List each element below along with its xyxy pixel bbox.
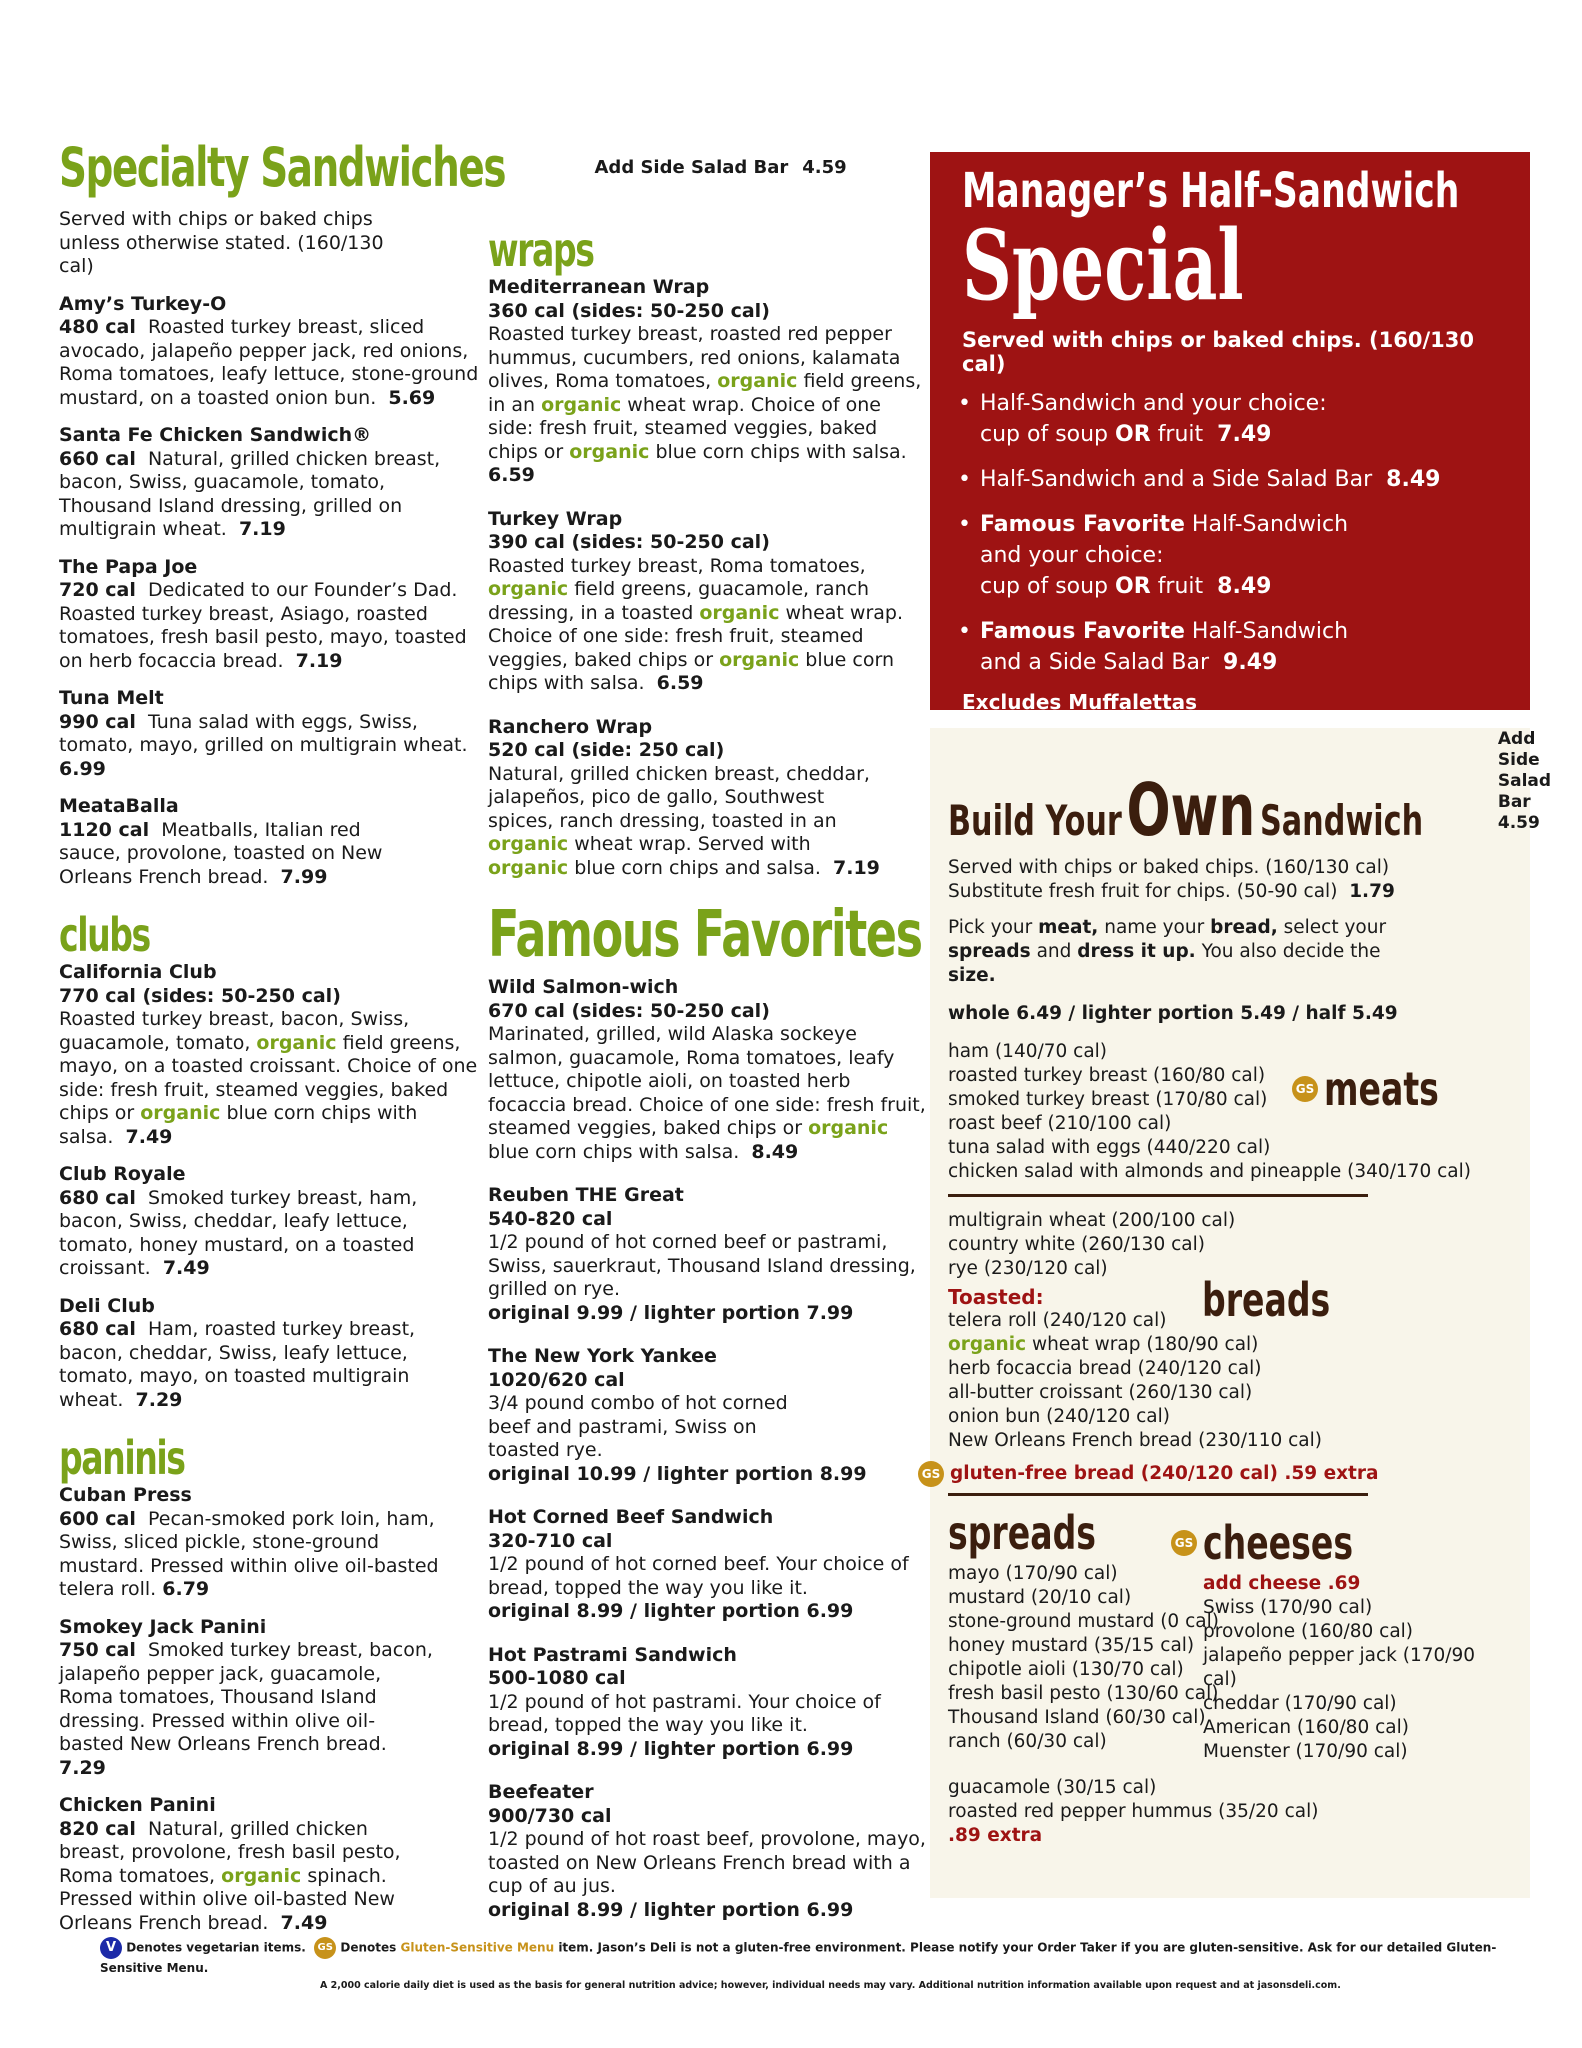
organic-label: organic xyxy=(719,648,800,671)
item-cal: 770 cal (sides: 50-250 cal) xyxy=(59,984,341,1007)
organic-label: organic xyxy=(488,578,569,600)
item-price: 7.19 xyxy=(295,649,343,672)
option-or: OR xyxy=(1115,574,1151,599)
organic-label: organic xyxy=(808,1117,889,1139)
item-name: Cuban Press xyxy=(59,1484,192,1506)
item-cal: 520 cal (side: 250 cal) xyxy=(488,739,725,761)
item-cal: 320-710 cal xyxy=(488,1529,613,1552)
organic-label: organic xyxy=(488,856,569,879)
footer-veg-text: Denotes vegetarian items. xyxy=(126,1940,306,1955)
meat-item: roasted turkey breast (160/80 cal) xyxy=(948,1065,1266,1086)
menu-item xyxy=(59,1484,449,1602)
item-desc: Meatballs, Italian red sauce, provolone, toasted on New Orleans French bread. xyxy=(59,818,383,888)
item-cal: 540-820 cal xyxy=(488,1207,613,1230)
cheese-item: American (160/80 cal) xyxy=(1203,1717,1409,1738)
specialty-header xyxy=(59,136,847,199)
wraps-title: wraps xyxy=(488,223,594,277)
meats-section xyxy=(948,1040,1512,1184)
item-desc: Roasted turkey breast, sliced avocado, jalapeño pepper jack, red onions, Roma tomatoes, leafy lettuce, stone-ground mustard, on a toasted onion bun. xyxy=(59,316,479,409)
item-desc: Natural, grilled chicken breast, provolone, fresh basil pesto, Roma tomatoes, xyxy=(59,1817,401,1887)
spread-item: stone-ground mustard (0 cal) xyxy=(948,1611,1219,1632)
menu-item xyxy=(488,1506,928,1624)
menu-item xyxy=(59,1295,479,1413)
menu-item xyxy=(59,961,479,1149)
gluten-free-bread: gluten-free bread (240/120 cal) .59 extra xyxy=(950,1463,1379,1484)
byo-sizes: whole 6.49 / lighter portion 5.49 / half 5.49 xyxy=(948,1003,1398,1024)
option-famous: Famous Favorite xyxy=(980,619,1185,644)
option-text: Half-Sandwich xyxy=(1191,512,1349,537)
item-name: MeataBalla xyxy=(59,795,179,817)
meat-item: tuna salad with eggs (440/220 cal) xyxy=(948,1137,1271,1158)
item-desc: field greens, in an xyxy=(488,370,922,416)
item-desc: Roasted turkey breast, Roma tomatoes, xyxy=(488,554,866,577)
byo-intro xyxy=(948,856,1512,904)
item-price: 7.29 xyxy=(59,1756,106,1779)
option-text: and your choice: xyxy=(980,543,1164,568)
byo-title xyxy=(948,768,1424,852)
meat-item: ham (140/70 cal) xyxy=(948,1041,1108,1062)
item-desc: 3/4 pound combo of hot corned beef and pastrami, Swiss on toasted rye. xyxy=(488,1392,788,1461)
byo-intro-line xyxy=(948,880,1512,904)
item-cal: 500-1080 cal xyxy=(488,1667,626,1689)
item-name: Amy’s Turkey-O xyxy=(59,292,227,315)
spread-item: honey mustard (35/15 cal) xyxy=(948,1635,1195,1656)
meat-item: smoked turkey breast (170/80 cal) xyxy=(948,1089,1268,1110)
menu-item xyxy=(488,716,888,881)
special-title-line2: Special xyxy=(962,209,1244,322)
footer-gsm-label: Gluten-Sensitive Menu xyxy=(400,1940,555,1955)
organic-label: organic xyxy=(569,440,650,463)
add-side-label: Add Side Salad Bar xyxy=(594,157,789,179)
vegetarian-icon: V xyxy=(100,1937,122,1959)
item-desc: Smoked turkey breast, ham, bacon, Swiss, cheddar, leafy lettuce, tomato, honey mustard, on a toasted croissant. xyxy=(59,1186,418,1279)
item-desc: Tuna salad with eggs, Swiss, tomato, mayo, grilled on multigrain wheat. xyxy=(59,710,468,756)
option-price: 8.49 xyxy=(1386,467,1441,492)
spread-item: ranch (60/30 cal) xyxy=(948,1731,1107,1752)
option-text: and a Side Salad Bar xyxy=(980,650,1210,675)
item-desc: blue corn chips with salsa. xyxy=(59,1102,418,1148)
special-option xyxy=(962,509,1498,602)
byo-header xyxy=(948,729,1552,852)
instr-text: select your xyxy=(1283,917,1387,938)
meats-title: meats xyxy=(1324,1062,1439,1116)
item-desc: field greens, guacamole, ranch dressing, in a toasted xyxy=(488,578,870,624)
item-price: 7.49 xyxy=(125,1125,173,1148)
item-name: Ranchero Wrap xyxy=(488,715,653,738)
specialty-title: Specialty Sandwiches xyxy=(59,136,506,199)
instr-bold: bread, xyxy=(1210,917,1278,938)
item-desc: 1/2 pound of hot corned beef. Your choice of bread, topped the way you like it. xyxy=(488,1553,909,1599)
option-text: Half-Sandwich and a Side Salad Bar xyxy=(980,467,1373,492)
item-desc: Dedicated to our Founder’s Dad. Roasted turkey breast, Asiago, roasted tomatoes, fresh basil pesto, mayo, toasted on herb focaccia bread. xyxy=(59,579,467,672)
item-cal: 680 cal xyxy=(59,1186,136,1209)
cheeses-section xyxy=(1174,1516,1512,1764)
item-name: Turkey Wrap xyxy=(488,507,623,530)
item-price: 6.59 xyxy=(656,672,704,694)
item-name: The Papa Joe xyxy=(59,555,198,578)
option-text: fruit xyxy=(1157,574,1204,599)
specialty-intro: Served with chips or baked chips unless otherwise stated. (160/130 cal) xyxy=(59,208,384,277)
item-price: 7.19 xyxy=(238,518,286,540)
spread-item: mustard (20/10 cal) xyxy=(948,1587,1132,1608)
item-price: 7.99 xyxy=(280,865,328,888)
item-price: original 9.99 / lighter portion 7.99 xyxy=(488,1301,854,1324)
item-price: original 8.99 / lighter portion 6.99 xyxy=(488,1737,854,1760)
menu-item xyxy=(59,293,479,411)
item-price: 7.19 xyxy=(833,856,880,879)
bread-item: rye (230/120 cal) xyxy=(948,1258,1108,1279)
clubs-title: clubs xyxy=(59,908,150,962)
paninis-title: paninis xyxy=(59,1431,185,1485)
instr-bold: dress it up. xyxy=(1077,941,1196,962)
special-title-line1: Manager’s Half-Sandwich xyxy=(962,163,1460,219)
menu-item xyxy=(59,424,479,542)
option-text: Half-Sandwich and your choice: xyxy=(980,391,1327,416)
item-desc: 1/2 pound of hot pastrami. Your choice of bread, topped the way you like it. xyxy=(488,1690,881,1736)
bread-item: country white (260/130 cal) xyxy=(948,1234,1205,1255)
item-name: Reuben THE Great xyxy=(488,1184,684,1206)
instr-text: and xyxy=(1036,941,1072,962)
menu-item xyxy=(488,276,928,488)
item-cal: 660 cal xyxy=(59,447,136,470)
special-options xyxy=(962,388,1498,678)
option-or: OR xyxy=(1115,422,1151,447)
build-your-own-box xyxy=(921,728,1552,1898)
item-name: Hot Corned Beef Sandwich xyxy=(488,1506,774,1528)
instr-bold: meat, xyxy=(1038,917,1099,938)
item-price: original 8.99 / lighter portion 6.99 xyxy=(488,1600,854,1622)
menu-item xyxy=(59,795,389,889)
item-desc: wheat wrap. Choice of one side: fresh fruit, steamed veggies, baked chips or xyxy=(488,393,881,463)
footer-fine-print: A 2,000 calorie daily diet is used as the basis for general nutrition advice; however, individual needs may vary. Additional nutrition information available upon request and at jasonsdeli.com. xyxy=(320,1980,1341,1991)
bread-item: herb focaccia bread (240/120 cal) xyxy=(948,1358,1262,1379)
item-cal: 390 cal (sides: 50-250 cal) xyxy=(488,531,770,553)
item-cal: 1020/620 cal xyxy=(488,1368,625,1391)
bread-item-text: wheat wrap (180/90 cal) xyxy=(1031,1334,1259,1355)
byo-add-side-price: 4.59 xyxy=(1497,813,1540,833)
instr-bold: size. xyxy=(948,965,996,986)
item-name: California Club xyxy=(59,961,217,983)
gluten-free-bread-row xyxy=(918,1461,1512,1487)
menu-item xyxy=(488,1184,928,1325)
gluten-sensitive-icon: GS xyxy=(1292,1076,1318,1102)
item-desc: Pecan-smoked pork loin, ham, Swiss, sliced pickle, stone-ground mustard. Pressed within olive oil-basted telera roll. xyxy=(59,1507,439,1600)
byo-fruit-sub: Substitute fresh fruit for chips. (50-90 cal) xyxy=(948,881,1338,902)
item-name: Santa Fe Chicken Sandwich® xyxy=(59,424,372,446)
item-desc: 1/2 pound of hot corned beef or pastrami, Swiss, sauerkraut, Thousand Island dressing, grilled on rye. xyxy=(488,1231,916,1300)
byo-fruit-price: 1.79 xyxy=(1349,881,1395,902)
item-name: Hot Pastrami Sandwich xyxy=(488,1643,737,1666)
divider xyxy=(948,1493,1368,1496)
extras-price: .89 extra xyxy=(948,1825,1043,1846)
organic-label: organic xyxy=(140,1102,221,1124)
item-price: original 8.99 / lighter portion 6.99 xyxy=(488,1898,854,1921)
item-name: Chicken Panini xyxy=(59,1794,216,1816)
gluten-sensitive-icon: GS xyxy=(314,1937,336,1959)
special-served: Served with chips or baked chips. (160/130 cal) xyxy=(962,328,1474,376)
organic-label: organic xyxy=(948,1334,1027,1355)
item-cal: 600 cal xyxy=(59,1507,136,1530)
item-price: 5.69 xyxy=(388,386,436,409)
cheese-item: cheddar (170/90 cal) xyxy=(1203,1693,1397,1714)
instr-text: name your xyxy=(1104,917,1205,938)
item-cal: 990 cal xyxy=(59,710,136,733)
option-text: Half-Sandwich xyxy=(1191,619,1349,644)
item-cal: 1120 cal xyxy=(59,818,150,841)
menu-item xyxy=(488,976,928,1164)
bread-item: all-butter croissant (260/130 cal) xyxy=(948,1382,1253,1403)
option-text: cup of soup xyxy=(980,422,1109,447)
byo-add-side-label: Add Side Salad Bar xyxy=(1497,729,1552,812)
byo-title-part: Own xyxy=(1126,768,1256,852)
item-price: 7.29 xyxy=(135,1388,183,1411)
special-option xyxy=(962,388,1498,450)
cheese-item: Muenster (170/90 cal) xyxy=(1203,1741,1408,1762)
footer xyxy=(100,1937,1500,1995)
instr-bold: spreads xyxy=(948,941,1031,962)
footer-legend xyxy=(100,1937,1500,1977)
item-desc: Smoked turkey breast, bacon, jalapeño pepper jack, guacamole, Roma tomatoes, Thousand Island dressing. Pressed within olive oil-basted New Orleans French bread. xyxy=(59,1639,433,1755)
spread-item: chipotle aioli (130/70 cal) xyxy=(948,1659,1184,1680)
item-name: Tuna Melt xyxy=(59,687,164,709)
organic-label: organic xyxy=(256,1031,337,1054)
meat-item: roast beef (210/100 cal) xyxy=(948,1113,1172,1134)
cheeses-heading xyxy=(1171,1518,1512,1568)
item-name: Club Royale xyxy=(59,1163,186,1185)
item-cal: 750 cal xyxy=(59,1639,136,1661)
item-desc: Roasted turkey breast, bacon, Swiss, guacamole, tomato, xyxy=(59,1008,410,1054)
bread-item xyxy=(948,1333,1512,1357)
spread-item: roasted red pepper hummus (35/20 cal) xyxy=(948,1801,1319,1822)
breads-title: breads xyxy=(1202,1273,1331,1327)
item-price: 6.99 xyxy=(59,757,106,780)
special-option xyxy=(962,616,1498,678)
instr-text: Pick your xyxy=(948,917,1033,938)
organic-label: organic xyxy=(541,393,622,416)
menu-item xyxy=(488,508,928,696)
item-cal: 480 cal xyxy=(59,316,136,338)
footer-text: item. Jason’s Deli is not a gluten-free environment. Please notify your Order Taker if you are gluten-sensitive. Ask for our detailed Gluten-Sensitive Menu. xyxy=(100,1940,1497,1975)
specialty-add-side xyxy=(595,156,847,180)
item-desc: blue corn chips with salsa. xyxy=(488,1140,740,1163)
item-name: Deli Club xyxy=(59,1294,155,1317)
item-desc: 1/2 pound of hot roast beef, provolone, mayo, toasted on New Orleans French bread with a cup of au jus. xyxy=(488,1828,926,1897)
item-desc: blue corn chips and salsa. xyxy=(574,856,821,879)
item-desc: wheat wrap. Served with xyxy=(574,833,811,855)
bread-item: multigrain wheat (200/100 cal) xyxy=(948,1210,1236,1231)
menu-item xyxy=(59,687,479,781)
managers-special-box xyxy=(930,152,1530,714)
item-desc: Natural, grilled chicken breast, bacon, Swiss, guacamole, tomato, Thousand Island dressing, grilled on multigrain wheat. xyxy=(59,447,441,540)
option-text: fruit xyxy=(1157,422,1204,447)
item-desc: Ham, roasted turkey breast, bacon, cheddar, Swiss, leafy lettuce, tomato, mayo, on toasted multigrain wheat. xyxy=(59,1318,416,1411)
add-side-price: 4.59 xyxy=(802,157,847,179)
meat-item: chicken salad with almonds and pineapple (340/170 cal) xyxy=(948,1161,1471,1182)
organic-label: organic xyxy=(221,1864,302,1887)
special-option xyxy=(962,464,1498,495)
organic-label: organic xyxy=(699,601,780,624)
column-middle xyxy=(488,224,928,1936)
item-desc: spinach. Pressed within olive oil-basted New Orleans French bread. xyxy=(59,1864,395,1934)
menu-item xyxy=(488,1781,928,1922)
item-name: Smokey Jack Panini xyxy=(59,1615,267,1638)
spread-item: mayo (170/90 cal) xyxy=(948,1563,1118,1584)
item-price: 7.49 xyxy=(162,1257,210,1279)
item-cal: 820 cal xyxy=(59,1817,136,1840)
instr-text: You also decide the xyxy=(1201,941,1381,962)
byo-add-side xyxy=(1498,729,1551,834)
item-name: The New York Yankee xyxy=(488,1345,717,1367)
option-price: 8.49 xyxy=(1217,574,1272,599)
item-desc: blue corn chips with salsa. xyxy=(488,648,894,694)
item-price: 8.49 xyxy=(751,1140,799,1163)
spreads-title: spreads xyxy=(948,1506,1096,1560)
meats-heading xyxy=(1292,1064,1484,1114)
item-name: Beefeater xyxy=(488,1781,594,1803)
byo-title-part: Build Your xyxy=(948,796,1122,845)
menu-item xyxy=(488,1345,928,1486)
menu-item xyxy=(488,1644,928,1762)
item-desc: Roasted turkey breast, roasted red pepper hummus, cucumbers, red onions, kalamata olives, Roma tomatoes, xyxy=(488,323,901,392)
item-price: 6.59 xyxy=(488,464,535,486)
item-cal: 680 cal xyxy=(59,1318,136,1340)
byo-title-part: Sandwich xyxy=(1259,796,1424,845)
cheese-item: Swiss (170/90 cal) xyxy=(1203,1597,1373,1618)
item-cal: 900/730 cal xyxy=(488,1804,612,1827)
spread-item: fresh basil pesto (130/60 cal) xyxy=(948,1683,1219,1704)
gluten-sensitive-icon: GS xyxy=(918,1461,944,1487)
famous-favorites-title: Famous Favorites xyxy=(488,898,922,972)
cheeses-title: cheeses xyxy=(1203,1516,1354,1570)
option-price: 9.49 xyxy=(1223,650,1278,675)
item-desc: wheat wrap. Choice of one side: fresh fruit, steamed veggies, baked chips or xyxy=(488,601,904,671)
option-price: 7.49 xyxy=(1217,422,1272,447)
spread-item: guacamole (30/15 cal) xyxy=(948,1777,1157,1798)
item-cal: 670 cal (sides: 50-250 cal) xyxy=(488,999,770,1022)
item-name: Mediterranean Wrap xyxy=(488,276,710,298)
add-cheese-price: add cheese .69 xyxy=(1203,1573,1361,1594)
item-cal: 360 cal (sides: 50-250 cal) xyxy=(488,299,770,322)
byo-instructions xyxy=(948,916,1388,988)
cheese-item: jalapeño pepper jack (170/90 cal) xyxy=(1203,1645,1476,1690)
spread-item: Thousand Island (60/30 cal) xyxy=(948,1707,1206,1728)
menu-item xyxy=(59,1794,439,1935)
item-price: original 10.99 / lighter portion 8.99 xyxy=(488,1462,867,1485)
item-desc: Marinated, grilled, wild Alaska sockeye salmon, guacamole, Roma tomatoes, leafy lettuce, chipotle aioli, on toasted herb focaccia bread. Choice of one side: fresh fruit, steamed veggies, baked chips or xyxy=(488,1023,926,1139)
item-price: 7.49 xyxy=(280,1911,328,1934)
menu-item xyxy=(59,1163,479,1281)
item-name: Wild Salmon-wich xyxy=(488,976,679,998)
item-desc: Natural, grilled chicken breast, cheddar, jalapeños, pico de gallo, Southwest spices, ranch dressing, toasted in an xyxy=(488,762,870,832)
gluten-sensitive-icon: GS xyxy=(1171,1530,1197,1556)
cheese-item: provolone (160/80 cal) xyxy=(1203,1621,1414,1642)
byo-intro-line: Served with chips or baked chips. (160/130 cal) xyxy=(948,857,1390,878)
menu-item xyxy=(59,556,479,674)
breads-section xyxy=(948,1209,1512,1453)
option-text: cup of soup xyxy=(980,574,1109,599)
item-price: 6.79 xyxy=(162,1578,210,1600)
menu-item xyxy=(59,1616,439,1781)
toasted-label: Toasted: xyxy=(948,1285,1044,1309)
organic-label: organic xyxy=(488,833,569,855)
footer-text: Denotes xyxy=(340,1940,397,1955)
organic-label: organic xyxy=(717,370,798,392)
item-desc: field greens, mayo, on a toasted croissant. Choice of one side: fresh fruit, steamed veggies, baked chips or xyxy=(59,1031,478,1124)
spreads-cheeses-section xyxy=(948,1508,1512,1868)
special-excludes: Excludes Muffalettas xyxy=(962,690,1198,714)
item-cal: 720 cal xyxy=(59,579,136,601)
option-famous: Famous Favorite xyxy=(980,512,1185,537)
bread-item: onion bun (240/120 cal) xyxy=(948,1406,1170,1427)
bread-item: telera roll (240/120 cal) xyxy=(948,1310,1167,1331)
bread-item: New Orleans French bread (230/110 cal) xyxy=(948,1430,1322,1451)
item-desc: blue corn chips with salsa. xyxy=(655,440,907,463)
divider xyxy=(948,1194,1368,1197)
